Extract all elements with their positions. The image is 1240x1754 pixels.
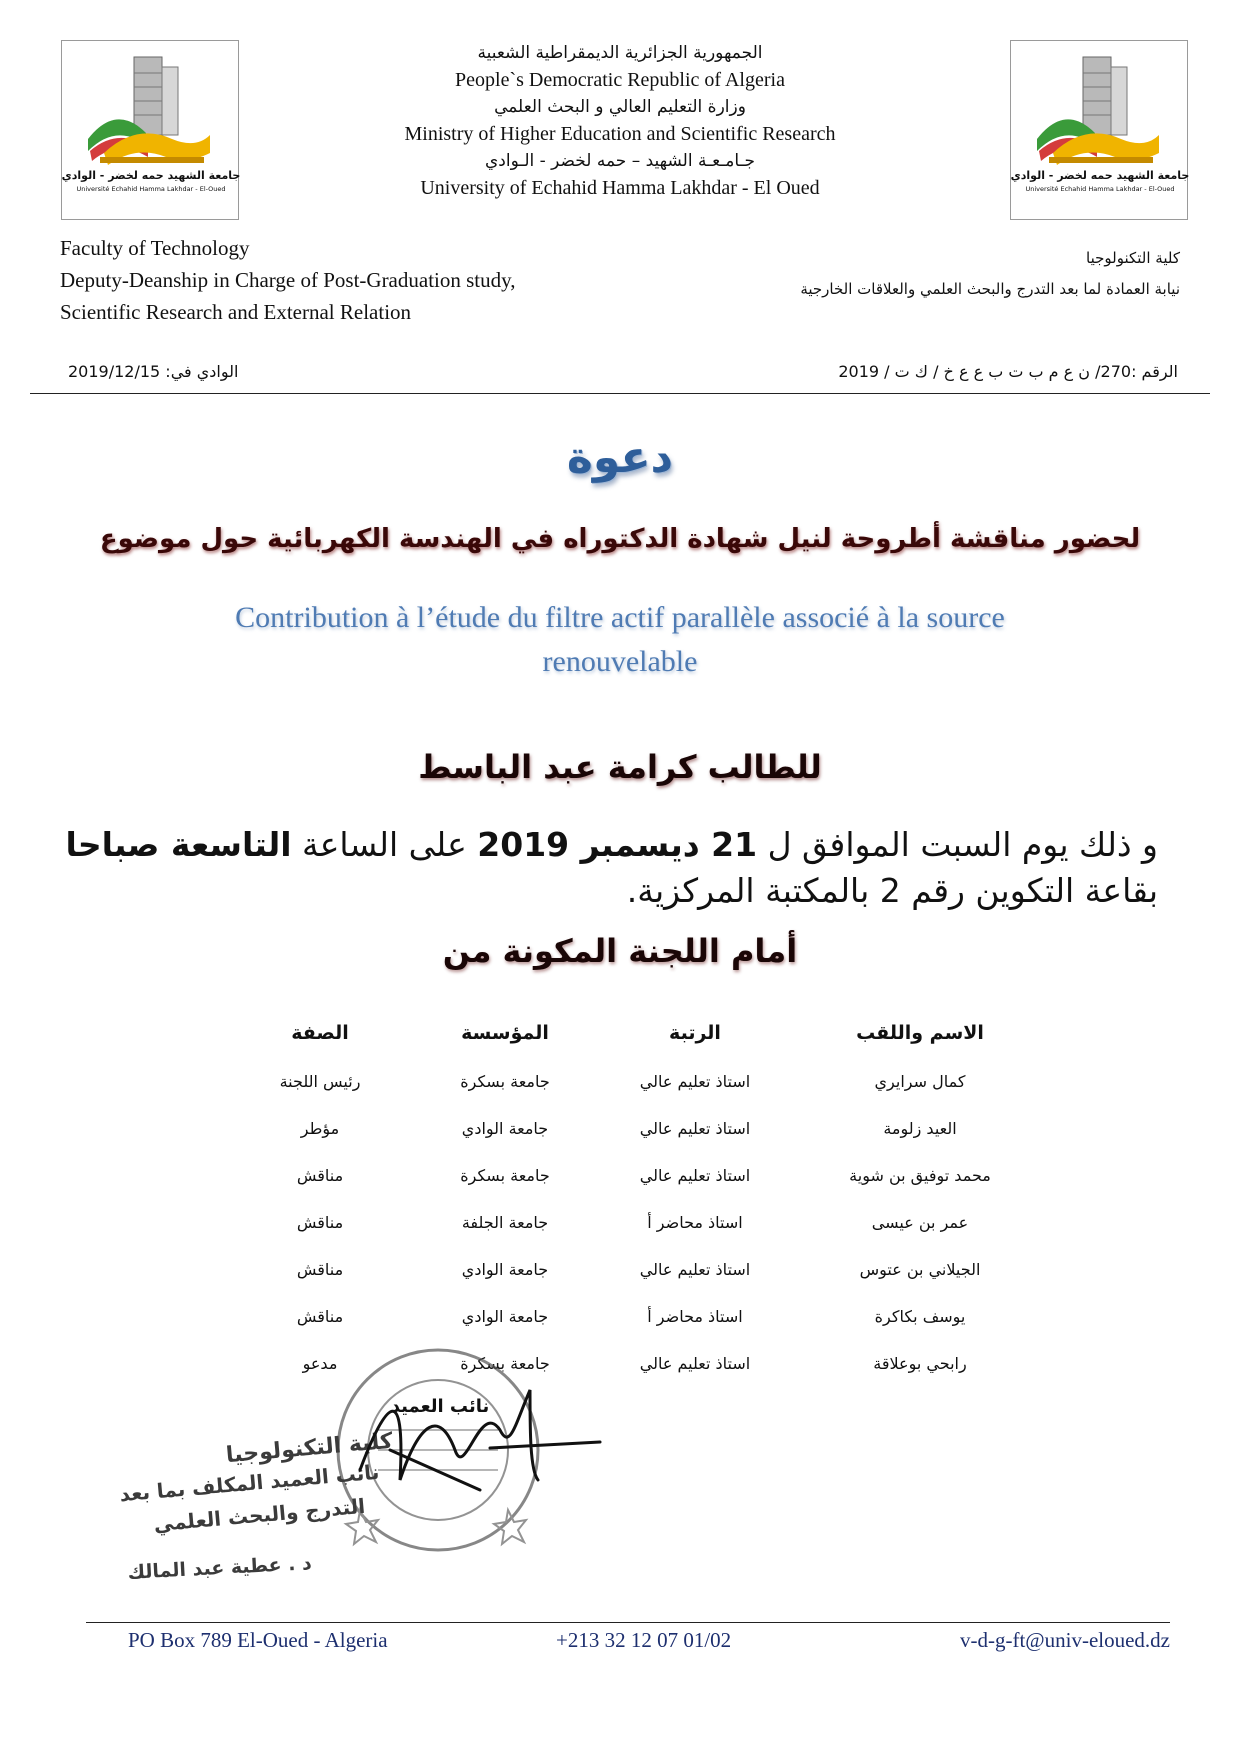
details-part2: على الساعة bbox=[291, 825, 478, 864]
member-role: مناقش bbox=[296, 1307, 344, 1326]
header-university-arabic: جـامـعـة الشهيد – حمه لخضر - الـوادي bbox=[484, 151, 756, 171]
faculty-en-line1: Faculty of Technology bbox=[60, 236, 250, 260]
member-role: مناقش bbox=[296, 1166, 344, 1185]
table-row bbox=[230, 1152, 1050, 1199]
rectangular-stamp bbox=[119, 1429, 394, 1584]
header-university-english: University of Echahid Hamma Lakhdar - El Oued bbox=[420, 177, 820, 199]
footer-address: PO Box 789 El-Oued - Algeria bbox=[128, 1628, 388, 1652]
thesis-title-line2: renouvelable bbox=[542, 645, 698, 678]
table-row bbox=[230, 1105, 1050, 1152]
member-rank: استاذ تعليم عالي bbox=[639, 1119, 751, 1138]
stamp-line3: التدرج والبحث العلمي bbox=[152, 1493, 367, 1537]
logo-arabic-text: جامعة الشهيد حمه لخضر - الوادي bbox=[61, 169, 241, 182]
thesis-title-line1: Contribution à l’étude du filtre actif parallèle associé à la source bbox=[235, 601, 1005, 634]
member-institution: جامعة بسكرة bbox=[460, 1166, 550, 1185]
faculty-en-line3: Scientific Research and External Relation bbox=[60, 300, 412, 324]
member-institution: جامعة الوادي bbox=[461, 1260, 549, 1279]
member-role: مناقش bbox=[296, 1213, 344, 1232]
invitation-subject: لحضور مناقشة أطروحة لنيل شهادة الدكتوراه في الهندسة الكهربائية حول موضوع bbox=[99, 524, 1141, 554]
faculty-en-line2: Deputy-Deanship in Charge of Post-Graduation study, bbox=[60, 268, 516, 292]
thesis-title bbox=[120, 596, 1120, 684]
header-divider bbox=[30, 393, 1210, 394]
footer-phone: +213 32 12 07 01/02 bbox=[556, 1628, 732, 1652]
member-institution: جامعة بسكرة bbox=[460, 1354, 550, 1373]
header-role: الصفة bbox=[291, 1022, 349, 1044]
header-institution: المؤسسة bbox=[461, 1022, 549, 1044]
member-rank: استاذ محاضر أ bbox=[647, 1307, 743, 1326]
details-date: 21 ديسمبر 2019 bbox=[477, 825, 758, 864]
university-logo-icon bbox=[61, 53, 241, 203]
member-rank: استاذ تعليم عالي bbox=[639, 1072, 751, 1091]
signature-title: نائب العميد bbox=[390, 1396, 490, 1417]
member-role: مدعو bbox=[302, 1354, 338, 1373]
committee-title: أمام اللجنة المكونة من bbox=[442, 932, 798, 970]
logo-arabic-text: جامعة الشهيد حمه لخضر - الوادي bbox=[1010, 169, 1190, 182]
student-name: للطالب كرامة عبد الباسط bbox=[418, 748, 822, 786]
member-institution: جامعة الجلفة bbox=[461, 1213, 549, 1232]
member-name: محمد توفيق بن شوية bbox=[849, 1166, 991, 1185]
invitation-title: دعوة bbox=[566, 432, 674, 483]
member-role: مؤطر bbox=[300, 1119, 340, 1138]
table-row bbox=[230, 1199, 1050, 1246]
university-logo-icon bbox=[1010, 53, 1190, 203]
details-part1: و ذلك يوم السبت الموافق ل bbox=[757, 825, 1158, 864]
faculty-english-block bbox=[60, 232, 516, 328]
reference-date: الوادي في: 2019/12/15 bbox=[68, 362, 239, 381]
faculty-arabic-block bbox=[660, 238, 1180, 300]
table-row bbox=[230, 1246, 1050, 1293]
footer-email[interactable]: v-d-g-ft@univ-eloued.dz bbox=[959, 1628, 1170, 1652]
details-time: التاسعة صباحا bbox=[65, 825, 292, 864]
footer bbox=[0, 1628, 1240, 1658]
reference-number: الرقم :270/ ن ع م ب ت ب ع ع خ / ك ت / 2019 bbox=[838, 362, 1178, 381]
member-name: رابحي بوعلاقة bbox=[873, 1354, 967, 1373]
logo-latin-text: Université Echahid Hamma Lakhdar - El-Oued bbox=[76, 185, 226, 193]
member-rank: استاذ تعليم عالي bbox=[639, 1260, 751, 1279]
member-role: مناقش bbox=[296, 1260, 344, 1279]
defense-details bbox=[64, 822, 1158, 914]
header-rank: الرتبة bbox=[669, 1022, 721, 1044]
document-header bbox=[300, 40, 940, 202]
member-name: يوسف بكاكرة bbox=[874, 1307, 966, 1326]
member-institution: جامعة الوادي bbox=[461, 1119, 549, 1138]
faculty-ar-line1: كلية التكنولوجيا bbox=[1086, 249, 1180, 267]
header-ministry-arabic: وزارة التعليم العالي و البحث العلمي bbox=[494, 97, 746, 117]
header-ministry-english: Ministry of Higher Education and Scientific Research bbox=[404, 123, 836, 145]
stamp-line2: نائب العميد المكلف بما بعد bbox=[118, 1459, 381, 1507]
logo-latin-text: Université Echahid Hamma Lakhdar - El-Oued bbox=[1025, 185, 1175, 193]
stamp-name: د . عطية عبد المالك bbox=[127, 1552, 313, 1584]
signature-stamp-area bbox=[60, 1330, 620, 1600]
member-rank: استاذ تعليم عالي bbox=[639, 1354, 751, 1373]
header-name: الاسم واللقب bbox=[856, 1022, 984, 1044]
university-logo-right bbox=[1010, 40, 1188, 220]
footer-divider bbox=[86, 1622, 1170, 1623]
university-logo-left bbox=[61, 40, 239, 220]
committee-header-row bbox=[230, 1008, 1050, 1058]
header-republic-arabic: الجمهورية الجزائرية الديمقراطية الشعبية bbox=[477, 43, 763, 63]
member-rank: استاذ محاضر أ bbox=[647, 1213, 743, 1232]
member-role: رئيس اللجنة bbox=[279, 1072, 361, 1091]
member-rank: استاذ تعليم عالي bbox=[639, 1166, 751, 1185]
member-name: كمال سرايري bbox=[874, 1072, 966, 1091]
header-republic-english: People`s Democratic Republic of Algeria bbox=[455, 69, 785, 91]
member-name: العيد زلومة bbox=[883, 1119, 957, 1138]
member-name: عمر بن عيسى bbox=[871, 1213, 969, 1232]
details-part3: بقاعة التكوين رقم 2 بالمكتبة المركزية. bbox=[626, 871, 1158, 910]
member-institution: جامعة بسكرة bbox=[460, 1072, 550, 1091]
stamp-line1: كلية التكنولوجيا bbox=[225, 1428, 394, 1469]
member-name: الجيلاني بن عتوس bbox=[859, 1260, 981, 1279]
table-row bbox=[230, 1058, 1050, 1105]
reference-line bbox=[62, 362, 1178, 388]
member-institution: جامعة الوادي bbox=[461, 1307, 549, 1326]
faculty-ar-line2: نيابة العمادة لما بعد التدرج والبحث العلمي والعلاقات الخارجية bbox=[800, 280, 1180, 298]
